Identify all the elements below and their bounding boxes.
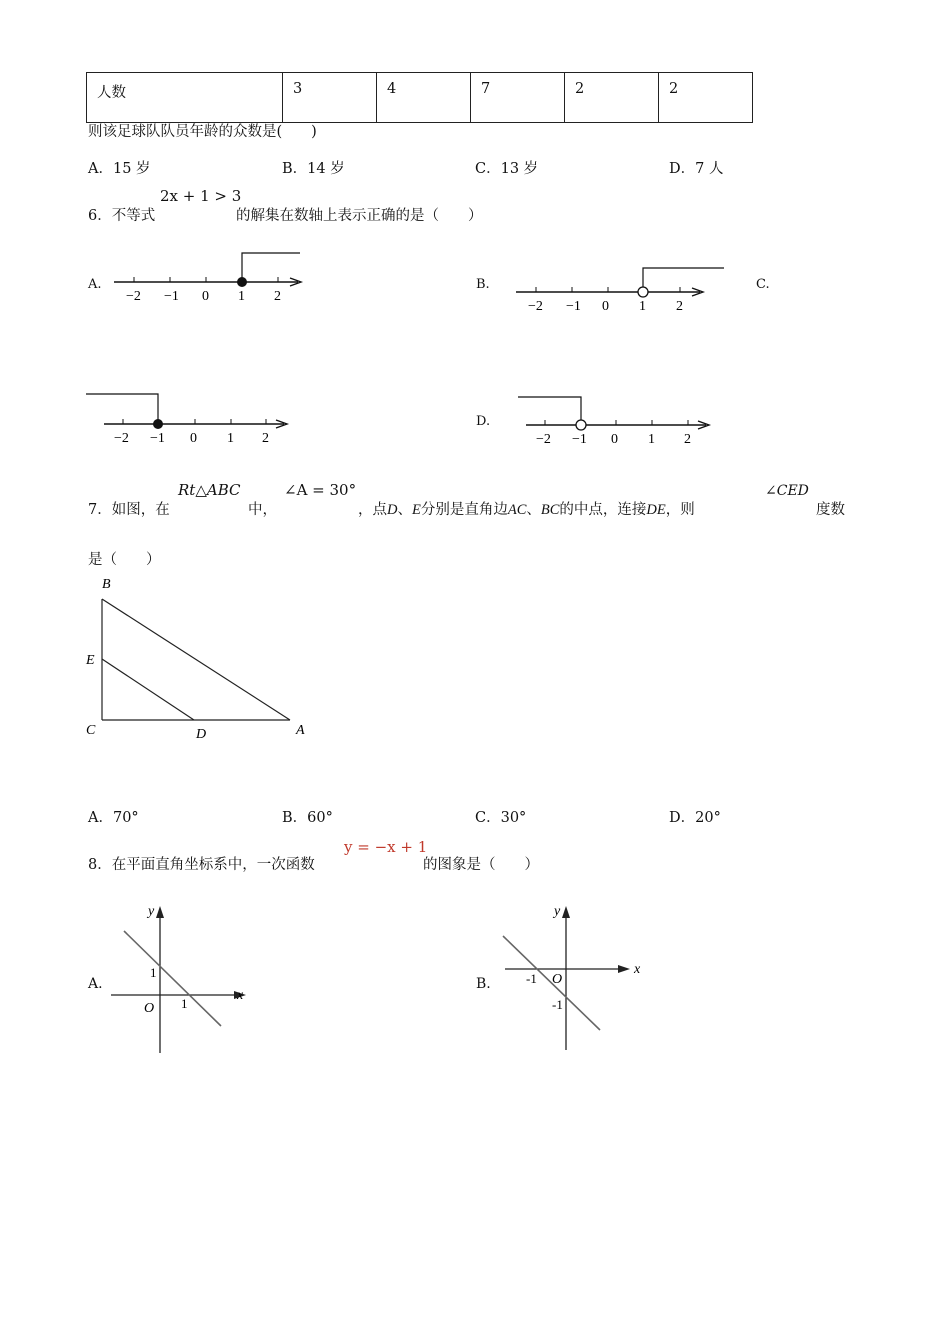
q8-text: 8．在平面直角坐标系中，一次函数 <box>88 857 315 873</box>
number-line-a <box>110 248 310 308</box>
x-intercept-label: -1 <box>526 971 537 986</box>
graph-b <box>500 898 660 1058</box>
q7-line2: 是（ ） <box>88 552 161 568</box>
q7-math-triangle: Rt△ABC <box>178 481 241 499</box>
age-count-table <box>86 72 753 123</box>
q7-option-c: C．30° <box>475 810 527 826</box>
y-intercept-label: 1 <box>150 965 157 980</box>
q5-option-c: C．13 岁 <box>475 161 539 177</box>
table-cell: 3 <box>283 73 377 123</box>
vertex-a-label: A <box>296 723 305 738</box>
y-axis-label: y <box>148 904 155 919</box>
q7-text: 中， <box>248 502 277 518</box>
tick-label: 1 <box>639 299 646 314</box>
q6-number: 6．不等式 <box>88 208 156 224</box>
tick-label: 0 <box>190 431 197 446</box>
q6-math: 2x + 1 > 3 <box>160 187 242 205</box>
number-line-d <box>518 394 718 454</box>
q7-text: 7．如图，在 <box>88 502 170 518</box>
tick-label: 2 <box>274 289 281 304</box>
point-e-label: E <box>86 653 95 668</box>
graph-a <box>106 898 266 1058</box>
x-intercept-label: 1 <box>181 996 188 1011</box>
q6-label-a: A. <box>88 277 102 292</box>
q7-option-a: A．70° <box>88 810 139 826</box>
q6-label-d: D. <box>476 414 491 429</box>
vertex-b-label: B <box>102 577 111 592</box>
tick-label: 1 <box>238 289 245 304</box>
tick-label: 0 <box>611 432 618 447</box>
q7-var: D <box>387 502 398 518</box>
tick-label: 2 <box>684 432 691 447</box>
q5-option-b: B．14 岁 <box>282 161 345 177</box>
q7-option-d: D．20° <box>669 810 721 826</box>
tick-label: −2 <box>528 299 543 314</box>
table-cell: 2 <box>659 73 753 123</box>
q7-text: 的中点，连接 <box>559 502 647 518</box>
q7-math-angle-ced: ∠CED <box>765 483 809 499</box>
q5-option-a: A．15 岁 <box>88 161 151 177</box>
q7-line1-rest <box>358 498 695 519</box>
q7-var: E <box>411 502 421 518</box>
q7-var: AC <box>507 502 527 518</box>
q6-tail: 的解集在数轴上表示正确的是（ ） <box>236 208 483 224</box>
q7-var: BC <box>540 502 560 518</box>
q5-option-d: D．7 人 <box>669 161 724 177</box>
y-intercept-label: -1 <box>552 997 563 1012</box>
q5-stem: 则该足球队队员年龄的众数是( ) <box>88 124 317 140</box>
q7-option-b: B．60° <box>282 810 333 826</box>
tick-label: 1 <box>648 432 655 447</box>
x-axis-label: x <box>237 988 244 1003</box>
x-axis-label: x <box>634 962 641 977</box>
tick-label: −1 <box>164 289 179 304</box>
q6-label-c: C. <box>756 277 770 292</box>
tick-label: 0 <box>202 289 209 304</box>
tick-label: 2 <box>676 299 683 314</box>
q7-line1 <box>88 498 170 519</box>
table-cell: 7 <box>471 73 565 123</box>
tick-label: −1 <box>566 299 581 314</box>
table-cell: 4 <box>377 73 471 123</box>
triangle-figure <box>84 572 314 747</box>
origin-label: O <box>144 1001 155 1016</box>
q6-label-b: B. <box>476 277 490 292</box>
q7-text: 、 <box>526 502 541 518</box>
vertex-c-label: C <box>86 723 96 738</box>
q7-text: 、 <box>397 502 412 518</box>
table-cell: 2 <box>565 73 659 123</box>
number-line-c <box>86 392 296 452</box>
origin-label: O <box>552 972 563 987</box>
tick-label: −2 <box>536 432 551 447</box>
tick-label: 0 <box>602 299 609 314</box>
q8-text: 的图象是（ ） <box>423 857 539 873</box>
q8-label-a: A. <box>88 976 103 992</box>
tick-label: −2 <box>114 431 129 446</box>
tick-label: 1 <box>227 431 234 446</box>
q7-text: ，点 <box>358 502 387 518</box>
tick-label: 2 <box>262 431 269 446</box>
table-cell: 人数 <box>87 73 283 123</box>
tick-label: −1 <box>150 431 165 446</box>
table-row <box>87 73 753 123</box>
q8-math: y = −x + 1 <box>344 838 428 856</box>
tick-label: −2 <box>126 289 141 304</box>
q7-text: 度数 <box>816 502 845 518</box>
y-axis-label: y <box>554 904 561 919</box>
q7-var: DE <box>646 502 666 518</box>
q7-text: ，则 <box>665 502 695 518</box>
tick-label: −1 <box>572 432 587 447</box>
q7-text: 分别是直角边 <box>420 502 508 518</box>
point-d-label: D <box>196 727 207 742</box>
q7-math-angle-a: ∠A = 30° <box>284 481 357 499</box>
q8-label-b: B. <box>476 976 491 992</box>
number-line-b <box>512 262 727 322</box>
